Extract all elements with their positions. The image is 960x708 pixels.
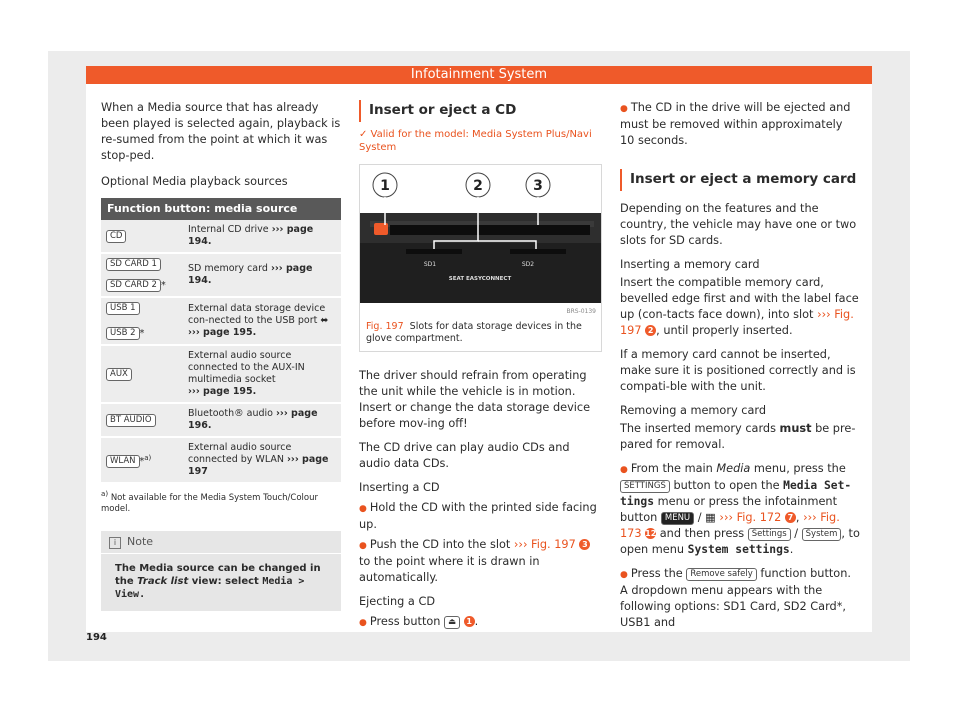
menu-button[interactable]: MENU	[661, 512, 694, 525]
sources-heading: Optional Media playback sources	[101, 175, 288, 188]
aux-button[interactable]: AUX	[106, 368, 132, 381]
section-title-cd: Insert or eject a CD	[359, 100, 602, 122]
list-item: ● Press the Remove safely function button. A dropdown menu appears with the following options: SD1 Card, SD2 Card*, USB1 and	[620, 567, 851, 629]
section-title-memory-card: Insert or eject a memory card	[620, 169, 860, 191]
usb-1-button[interactable]: USB 1	[106, 302, 140, 315]
sd2-label: SD2	[521, 261, 535, 268]
table-footnote: $^{a)}$ Not available for the Media System Touch/Colour model.	[101, 489, 318, 514]
page-ref-link[interactable]: ››› page 196.	[188, 408, 318, 431]
cannot-insert-paragraph: If a memory card cannot be inserted, make sure it is positioned correctly and is compati-ble with the unit.	[620, 348, 856, 393]
note-label: Note	[127, 534, 154, 548]
left-column	[101, 100, 341, 611]
label-3: 3	[533, 178, 543, 194]
list-item: ● Push the CD into the slot ››› Fig. 197 3 to the point where it is drawn in automatically.	[359, 537, 602, 586]
table-heading: Function button: media source	[101, 198, 341, 220]
figure-ref-link[interactable]: ››› Fig. 173	[620, 511, 840, 540]
inserting-cd-heading: Inserting a CD	[359, 481, 440, 494]
table-row: CD Internal CD drive ››› page 194.	[101, 220, 341, 253]
page-number: 194	[86, 632, 107, 643]
sd-card-2-button[interactable]: SD CARD 2	[106, 279, 161, 292]
note-box	[101, 531, 341, 611]
label-1: 1	[380, 178, 390, 194]
figure-caption: Fig. 197 Slots for data storage devices in the glove compartment.	[366, 321, 582, 344]
note-text: The Media source can be changed in the Track list view: select Media > View.	[115, 562, 321, 600]
inserting-paragraph: Insert the compatible memory card, bevelled edge first and with the label face up (con-tacts face down), into slot ››› Fig. 197 2 , until properly inserted.	[620, 276, 859, 337]
eject-button-shape	[374, 223, 388, 235]
intro-paragraph: When a Media source that has already been played is selected again, playback is re-sumed from the point at which it was stop-ped.	[101, 101, 341, 162]
figure-ref-link[interactable]: ››› Fig. 197	[620, 308, 854, 337]
inserting-card-heading: Inserting a memory card	[620, 258, 760, 271]
bt-audio-button[interactable]: BT AUDIO	[106, 414, 156, 427]
wlan-button[interactable]: WLAN	[106, 455, 140, 468]
intro-paragraph: Depending on the features and the country, the vehicle may have one or two slots for SD cards.	[620, 202, 857, 247]
list-item: ● From the main Media menu, press the SETTINGS button to open the Media Set-tings menu or press the infotainment button MENU / ▦ ››› Fig. 172 7 , ››› Fig. 173 12 and then press Settings / System , to open menu System settings.	[620, 462, 860, 556]
table-row: SD CARD 1 SD CARD 2 * SD memory card ››› page 194.	[101, 253, 341, 297]
media-source-table	[101, 220, 341, 484]
page-ref-link[interactable]: ››› page 195.	[188, 386, 257, 397]
label-2: 2	[473, 178, 483, 194]
table-row: AUX External audio source connected to the AUX-IN multimedia socket ››› page 195.	[101, 345, 341, 403]
list-item: ● Press button ⏏ 1 .	[359, 615, 479, 628]
usb-2-button[interactable]: USB 2	[106, 327, 140, 340]
cd-info-paragraph: The CD drive can play audio CDs and audio data CDs.	[359, 441, 570, 470]
ejecting-cd-heading: Ejecting a CD	[359, 595, 436, 608]
table-row: WLAN *$^{a)}$ External audio source connected by WLAN ››› page 197	[101, 437, 341, 483]
glove-compartment-slots-image	[360, 165, 601, 317]
page-header: Infotainment System	[86, 66, 872, 84]
figure-ref-link[interactable]: ››› Fig. 172	[719, 511, 782, 524]
figure-code: BRS-0139	[566, 308, 596, 315]
table-row: USB 1 USB 2 * External data storage device con-nected to the USB port ⬌ ››› page 195.	[101, 297, 341, 345]
validity-note: ✓ Valid for the model: Media System Plus/Navi System	[359, 129, 592, 153]
settings-button[interactable]: SETTINGS	[620, 480, 670, 493]
table-row: BT AUDIO Bluetooth® audio ››› page 196.	[101, 403, 341, 437]
figure-197	[359, 164, 602, 352]
brand-label: SEAT EASYCONNECT	[448, 276, 512, 282]
list-item: ● The CD in the drive will be ejected and must be removed within approximately 10 seconds.	[620, 101, 851, 147]
figure-ref-link[interactable]: ››› Fig. 197	[513, 538, 576, 551]
page-ref-link[interactable]: ››› page 194.	[188, 263, 313, 286]
page-ref-link[interactable]: ››› page 195.	[188, 327, 257, 338]
page-ref-link[interactable]: ››› page 197	[188, 454, 329, 477]
info-icon: i	[109, 537, 121, 549]
system-button[interactable]: System	[802, 528, 842, 541]
page-ref-link[interactable]: ››› page 194.	[188, 224, 314, 247]
warning-paragraph: The driver should refrain from operating the unit while the vehicle is in motion. Insert or change the data storage device before mov-ing off!	[359, 369, 591, 430]
removing-card-heading: Removing a memory card	[620, 404, 767, 417]
removing-paragraph: The inserted memory cards must be pre-pared for removal.	[620, 422, 856, 451]
settings-tab-button[interactable]: Settings	[748, 528, 791, 541]
middle-column	[359, 100, 602, 639]
sd1-label: SD1	[423, 261, 437, 268]
right-column	[620, 100, 860, 639]
remove-safely-button[interactable]: Remove safely	[686, 568, 756, 581]
list-item: ● Hold the CD with the printed side facing up.	[359, 501, 597, 531]
sd-card-1-button[interactable]: SD CARD 1	[106, 258, 161, 271]
eject-icon[interactable]: ⏏	[444, 616, 460, 629]
cd-button[interactable]: CD	[106, 230, 126, 243]
